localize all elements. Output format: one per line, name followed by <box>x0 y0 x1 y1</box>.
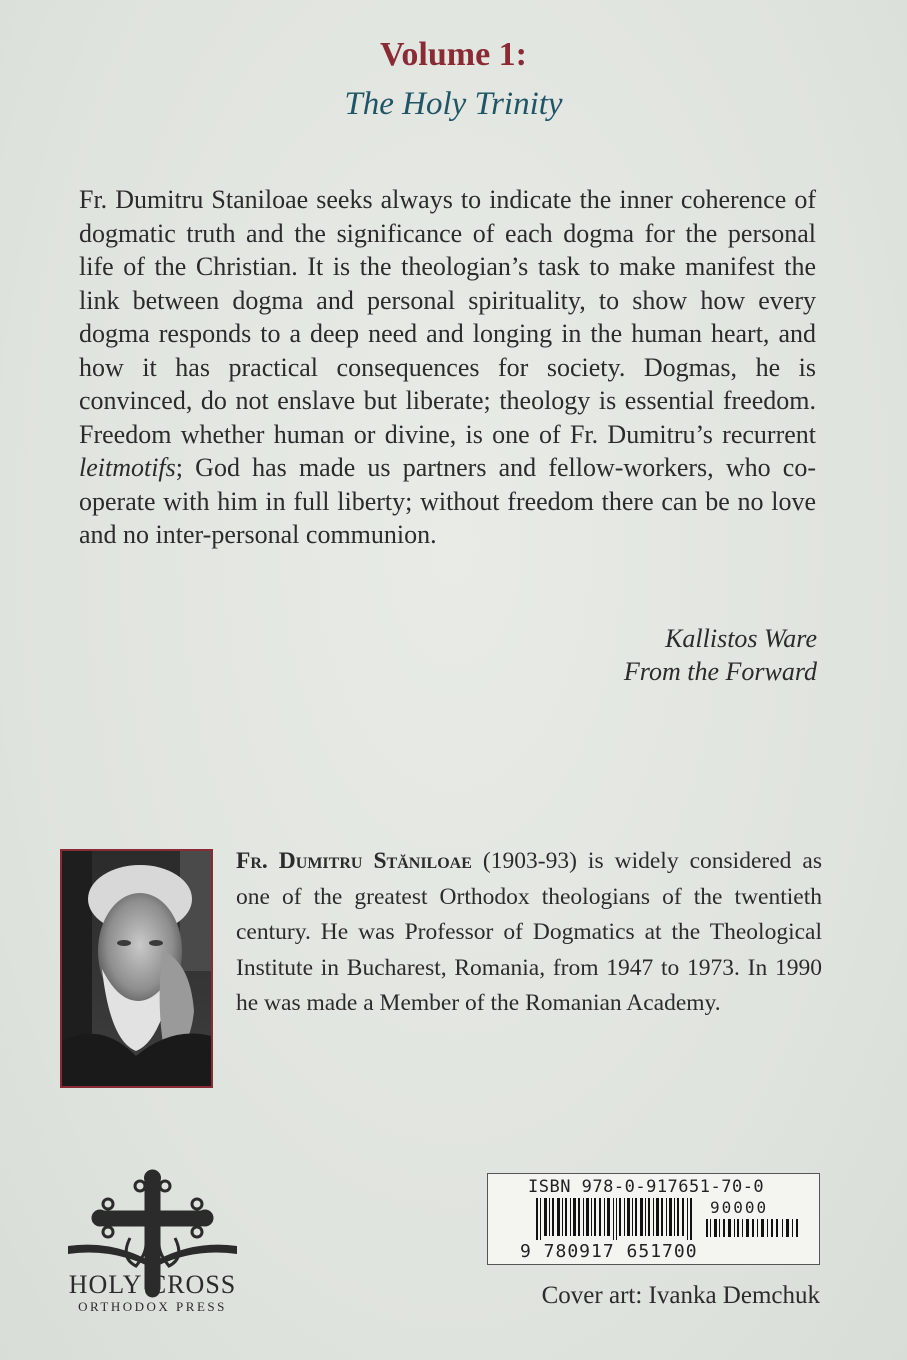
isbn-barcode <box>487 1173 820 1265</box>
blurb-attribution <box>624 622 817 688</box>
blurb-paragraph <box>79 183 816 552</box>
author-bio <box>236 844 822 1022</box>
publisher-subname: ORTHODOX PRESS <box>78 1299 227 1314</box>
volume-subtitle: The Holy Trinity <box>344 86 563 122</box>
price-code: 90000 <box>710 1198 769 1217</box>
addon-barcode-bars <box>706 1219 816 1237</box>
bio-author-name: Fr. Dumitru Stăniloae <box>236 848 472 874</box>
publisher-name: HOLY CROSS <box>68 1270 237 1299</box>
attribution-author: Kallistos Ware <box>665 624 817 653</box>
author-portrait <box>60 849 213 1088</box>
volume-title: Volume 1: <box>379 36 528 73</box>
bio-text: (1903-93) is widely considered as one of the greatest Orthodox theologians of the twentieth century. He was Professor of Dogmatics at the Theological Institute in Bucharest, Romania, from 1947 to 1973. In 1990 he was made a Member of the Romanian Academy. <box>236 848 822 1016</box>
attribution-source: From the Forward <box>623 657 817 686</box>
blurb-text-end: ; God has made us partners and fellow-workers, who co-operate with him in full liberty; without freedom there can be no love and no inter-personal communion. <box>79 453 816 549</box>
cover-art-credit: Cover art: Ivanka Demchuk <box>541 1282 820 1309</box>
isbn-number: ISBN 978-0-917651-70-0 <box>528 1177 765 1197</box>
blurb-text: Fr. Dumitru Staniloae seeks always to indicate the inner coherence of dogmatic truth and the significance of each dogma for the personal life of the Christian. It is the theologian’s task to make manifest the link between dogma and personal spirituality, to show how every dogma responds to a deep need and longing in the human heart, and how it has practical consequences for society. Dogmas, he is convinced, do not enslave but liberate; theology is essential freedom. Freedom whether human or divine, is one of Fr. Dumitru’s recurrent <box>79 185 816 449</box>
ean-barcode-bars <box>536 1198 701 1240</box>
author-portrait-image <box>62 851 211 1086</box>
ean-digits: 9 780917 651700 <box>520 1241 698 1262</box>
blurb-italic-term: leitmotifs <box>79 453 176 482</box>
